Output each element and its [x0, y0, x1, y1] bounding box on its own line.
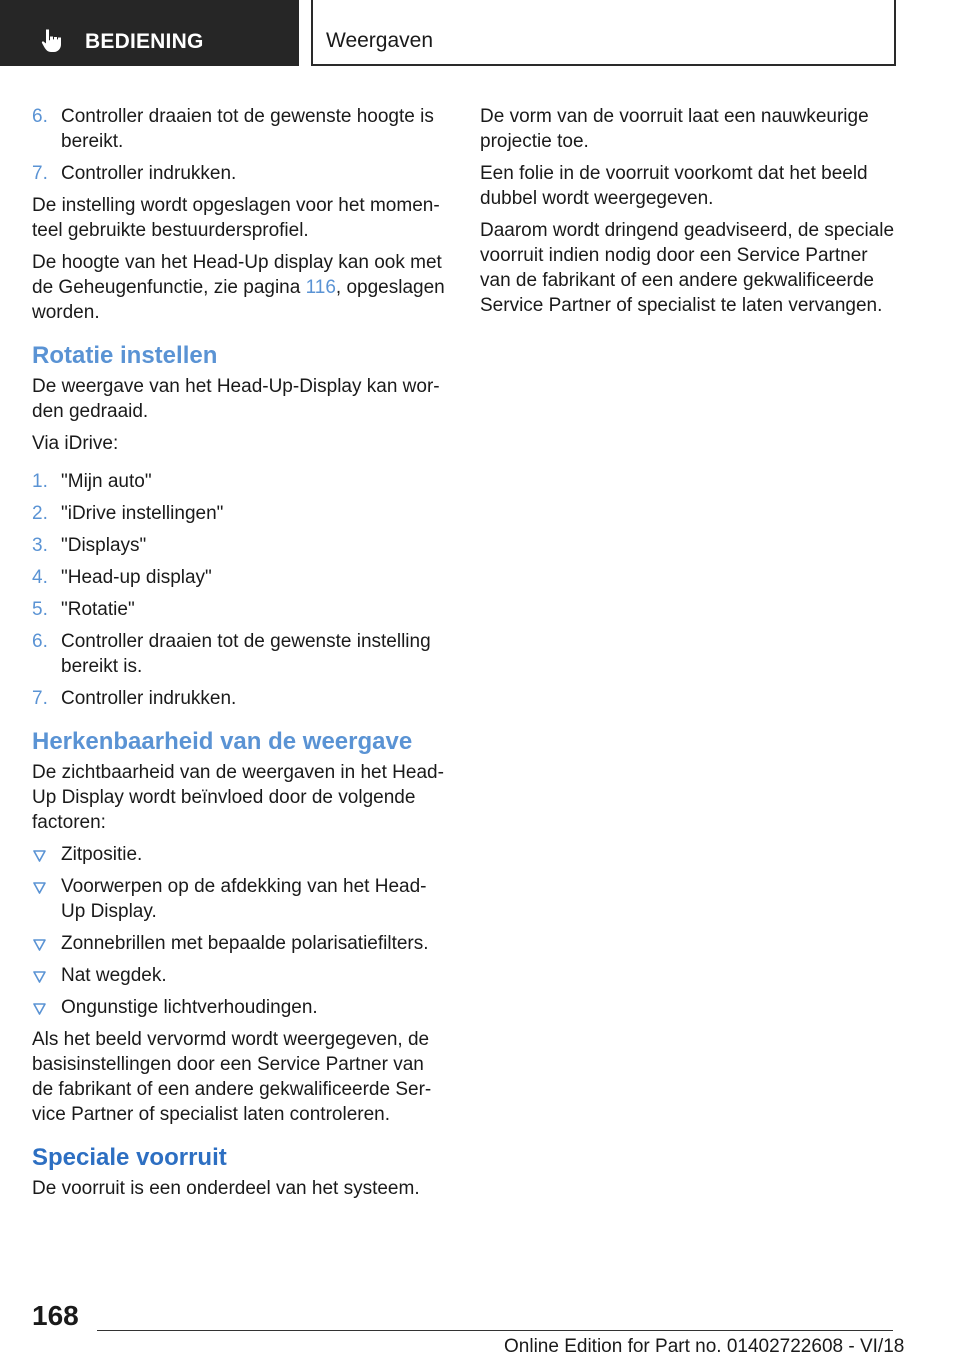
step-text: "iDrive instellingen": [61, 503, 224, 524]
page-number: 168: [32, 1300, 79, 1331]
paragraph-rotation: De weergave van het Head-Up-Display kan wor-den gedraaid.: [32, 376, 440, 422]
section-tab: [0, 0, 299, 66]
factor-text: Ongunstige lichtverhoudingen.: [61, 997, 318, 1018]
list-item: [32, 104, 450, 154]
edition-label: Online Edition for Part no. 01402722608 - VI/18: [504, 1336, 905, 1357]
factor-text: Voorwerpen op de afdekking van het Head-Up Display.: [61, 876, 427, 922]
footer-divider: [97, 1330, 893, 1331]
factors-list: [32, 842, 450, 1020]
paragraph-via-idrive: Via iDrive:: [32, 433, 119, 454]
step-number: 7.: [32, 163, 48, 184]
list-item: [32, 963, 450, 988]
paragraph-advice: Daarom wordt dringend geadviseerd, de speciale voorruit indien nodig door een Service Partner van de fabrikant of een andere gekwalificeerde Service Partner of specialist te laten vervangen.: [480, 220, 895, 316]
step-text: Controller draaien tot de gewenste instelling bereikt is.: [61, 631, 431, 677]
step-text: Controller draaien tot de gewenste hoogte is bereikt.: [61, 106, 434, 152]
step-number: 6.: [32, 106, 48, 127]
list-item: [32, 874, 450, 924]
factor-text: Zitpositie.: [61, 844, 143, 865]
list-item: [32, 161, 450, 186]
paragraph-visibility: De zichtbaarheid van de weergaven in het Head-Up Display wordt beïnvloed door de volgende factoren:: [32, 762, 444, 833]
section-label: BEDIENING: [85, 30, 204, 53]
list-item: [32, 469, 450, 494]
paragraph-memory: [32, 250, 450, 325]
step-number: 1.: [32, 471, 48, 492]
hand-pointer-icon: [40, 28, 66, 54]
factor-text: Zonnebrillen met bepaalde polarisatiefilters.: [61, 933, 429, 954]
step-text: Controller indrukken.: [61, 163, 237, 184]
step-text: "Rotatie": [61, 599, 135, 620]
paragraph-memory-text-end: , opgeslagen worden.: [32, 277, 445, 323]
heading-rotation: Rotatie instellen: [32, 342, 218, 369]
paragraph-shape: De vorm van de voorruit laat een nauwkeurige projectie toe.: [480, 106, 869, 152]
triangle-bullet-icon: [33, 939, 46, 951]
step-text: "Head-up display": [61, 567, 212, 588]
list-item: [32, 686, 450, 711]
step-number: 6.: [32, 631, 48, 652]
step-number: 3.: [32, 535, 48, 556]
list-item: [32, 931, 450, 956]
list-item: [32, 629, 450, 679]
right-column: [480, 104, 900, 325]
factor-text: Nat wegdek.: [61, 965, 167, 986]
step-number: 5.: [32, 599, 48, 620]
step-number: 2.: [32, 503, 48, 524]
heading-visibility: Herkenbaarheid van de weergave: [32, 728, 413, 755]
heading-windshield: Speciale voorruit: [32, 1144, 227, 1171]
list-item: [32, 533, 450, 558]
triangle-bullet-icon: [33, 1003, 46, 1015]
step-text: "Displays": [61, 535, 147, 556]
triangle-bullet-icon: [33, 882, 46, 894]
list-item: [32, 842, 450, 867]
triangle-bullet-icon: [33, 850, 46, 862]
paragraph-foil: Een folie in de voorruit voorkomt dat het beeld dubbel wordt weergegeven.: [480, 163, 868, 209]
list-item: [32, 995, 450, 1020]
page-link[interactable]: 116: [305, 277, 336, 298]
step-text: Controller indrukken.: [61, 688, 237, 709]
paragraph-windshield: De voorruit is een onderdeel van het systeem.: [32, 1178, 420, 1199]
list-item: [32, 597, 450, 622]
paragraph-memory-text: De hoogte van het Head-Up display kan ook met de Geheugenfunctie, zie pagina: [32, 252, 442, 298]
paragraph-distorted: Als het beeld vervormd wordt weergegeven, de basisinstellingen door een Service Partner van de fabrikant of een andere gekwalificeerde Ser-vice Partner of specialist laten controleren.: [32, 1029, 432, 1125]
chapter-header: [311, 0, 896, 66]
list-item: [32, 565, 450, 590]
steps-rotation-list: [32, 469, 450, 711]
step-number: 4.: [32, 567, 48, 588]
paragraph-saved: De instelling wordt opgeslagen voor het momen-teel gebruikte bestuurdersprofiel.: [32, 195, 440, 241]
triangle-bullet-icon: [33, 971, 46, 983]
chapter-title: Weergaven: [326, 29, 434, 52]
step-text: "Mijn auto": [61, 471, 152, 492]
step-number: 7.: [32, 688, 48, 709]
list-item: [32, 501, 450, 526]
left-column: [32, 104, 450, 1208]
steps-height-list: [32, 104, 450, 186]
